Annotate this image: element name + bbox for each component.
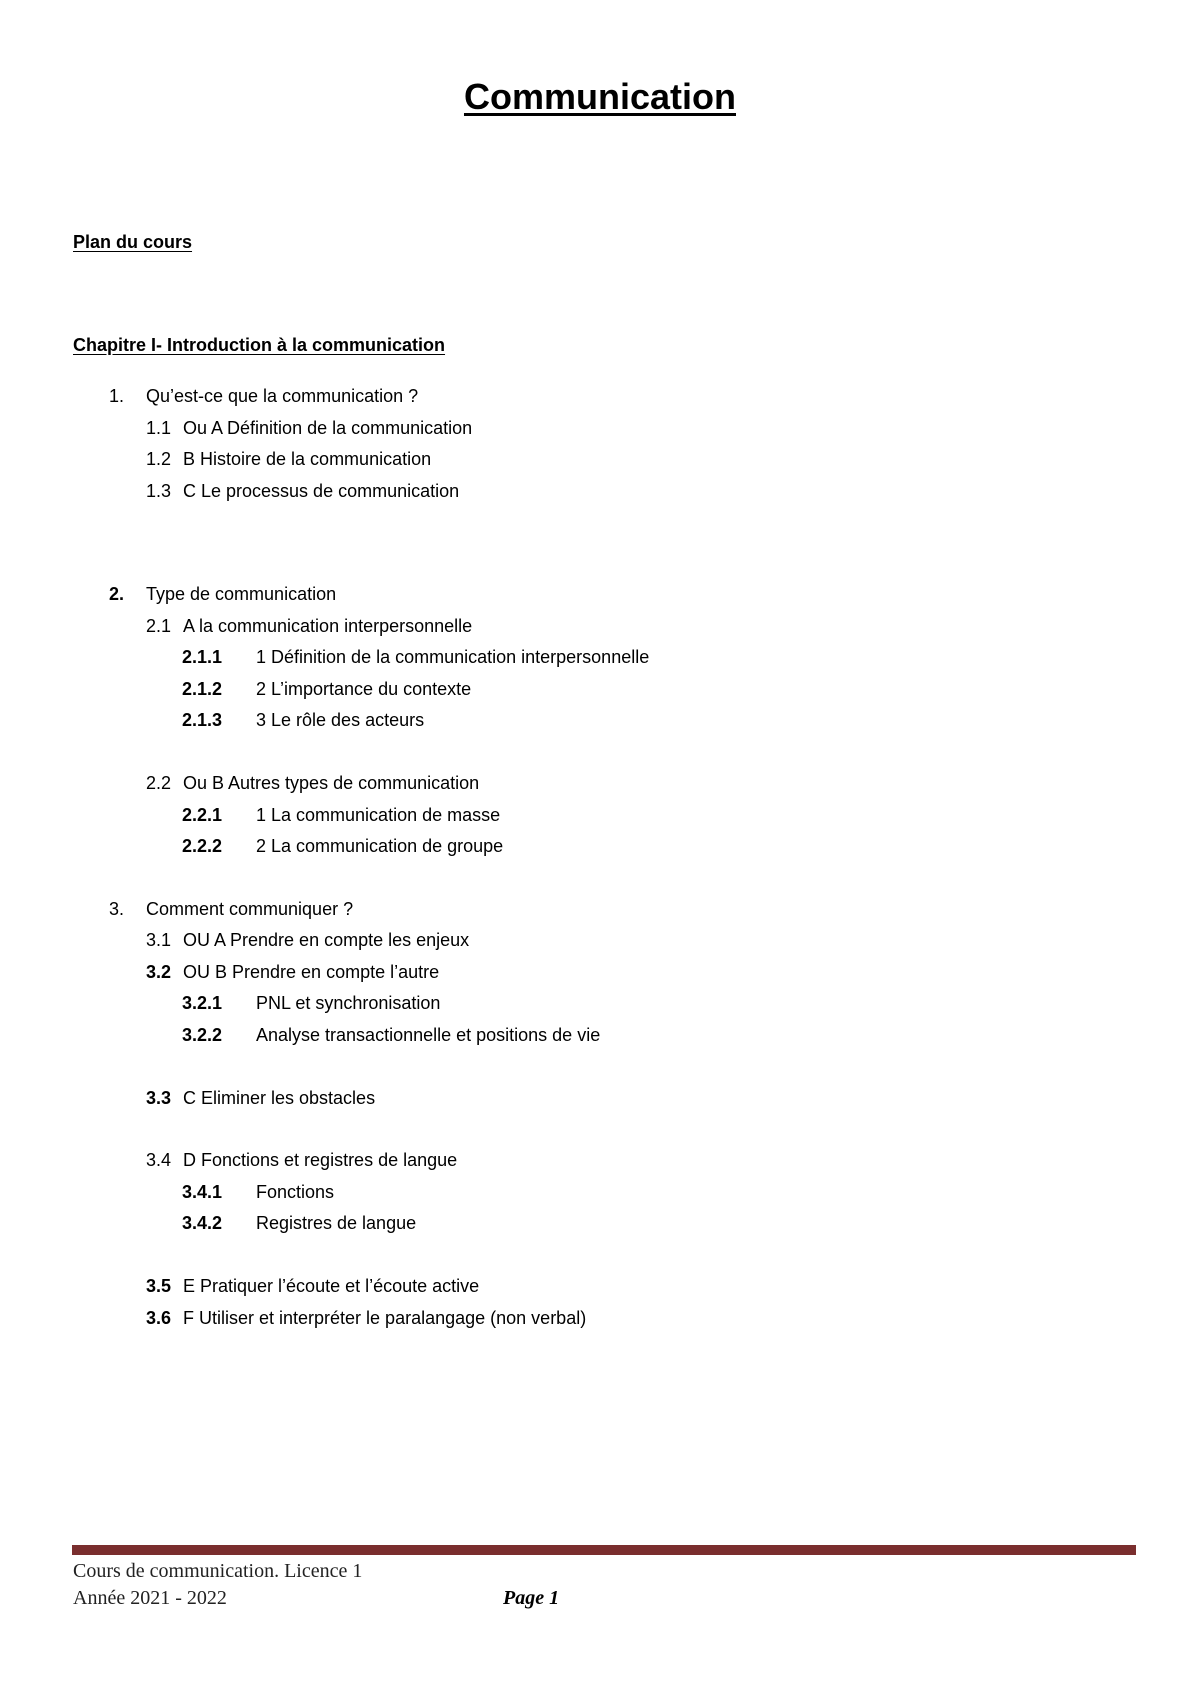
outline-number: 3.6 [146,1308,172,1328]
outline-text: A la communication interpersonnelle [183,616,473,636]
outline-number: 3.5 [146,1276,172,1296]
outline-number: 3.4 [146,1150,172,1170]
outline-item [182,1182,334,1203]
outline-item [146,1308,586,1329]
outline-number: 1. [109,386,125,406]
footer-course: Cours de communication. Licence 1 [73,1560,363,1582]
outline-number: 3.1 [146,930,172,950]
outline-number: 1.2 [146,449,172,469]
outline-number: 2.2.2 [182,836,223,856]
outline-text: Ou B Autres types de communication [183,773,480,793]
outline-text: Ou A Définition de la communication [183,418,473,438]
outline-item [109,386,418,407]
outline-item [146,1088,375,1109]
outline-item [182,710,424,731]
outline-text: 3 Le rôle des acteurs [256,710,425,730]
outline-text: Analyse transactionnelle et positions de vie [256,1025,601,1045]
outline-item [109,899,353,920]
outline-number: 1.1 [146,418,172,438]
outline-number: 3.3 [146,1088,172,1108]
outline-item [146,449,431,470]
outline-item [146,418,472,439]
outline-text: C Le processus de communication [183,481,460,501]
outline-item [146,962,439,983]
outline-number: 2. [109,584,125,604]
outline-text: OU B Prendre en compte l’autre [183,962,440,982]
outline-text: Comment communiquer ? [146,899,354,919]
outline-item [146,773,479,794]
outline-text: C Eliminer les obstacles [183,1088,376,1108]
outline-item [182,1213,416,1234]
outline-text: OU A Prendre en compte les enjeux [183,930,470,950]
outline-text: Qu’est-ce que la communication ? [146,386,419,406]
outline-number: 3.2.1 [182,993,223,1013]
footer-rule [72,1545,1136,1555]
outline-number: 3.4.1 [182,1182,223,1202]
outline-text: 2 La communication de groupe [256,836,504,856]
outline-text: 2 L’importance du contexte [256,679,472,699]
outline-number: 2.1.3 [182,710,223,730]
outline-number: 2.2.1 [182,805,223,825]
outline-number: 2.2 [146,773,172,793]
plan-heading: Plan du cours [73,232,193,252]
document-title: Communication [463,76,736,117]
footer-year: Année 2021 - 2022 [73,1587,227,1609]
outline-item [109,584,336,605]
outline-number: 3.4.2 [182,1213,223,1233]
outline-number: 2.1 [146,616,172,636]
outline-item [146,930,469,951]
outline-item [182,805,500,826]
outline-text: Fonctions [256,1182,335,1202]
outline-item [182,836,503,857]
outline-text: E Pratiquer l’écoute et l’écoute active [183,1276,480,1296]
outline-number: 2.1.1 [182,647,223,667]
outline-text: F Utiliser et interpréter le paralangage (non verbal) [183,1308,587,1328]
outline-item [146,1276,479,1297]
outline-item [146,481,459,502]
outline-text: Registres de langue [256,1213,417,1233]
chapter-heading: Chapitre I- Introduction à la communication [73,335,446,355]
outline-item [182,993,440,1014]
outline-number: 3.2.2 [182,1025,223,1045]
outline-number: 3. [109,899,125,919]
outline-item [182,647,649,668]
outline-text: 1 La communication de masse [256,805,501,825]
outline-text: PNL et synchronisation [256,993,441,1013]
outline-number: 1.3 [146,481,172,501]
outline-text: D Fonctions et registres de langue [183,1150,458,1170]
outline-text: B Histoire de la communication [183,449,432,469]
outline-item [146,616,472,637]
outline-text: Type de communication [146,584,337,604]
outline-item [182,1025,600,1046]
outline-item [182,679,471,700]
outline-text: 1 Définition de la communication interpersonnelle [256,647,650,667]
outline-number: 2.1.2 [182,679,223,699]
page-number: Page 1 [503,1587,560,1609]
outline-item [146,1150,457,1171]
outline-number: 3.2 [146,962,172,982]
